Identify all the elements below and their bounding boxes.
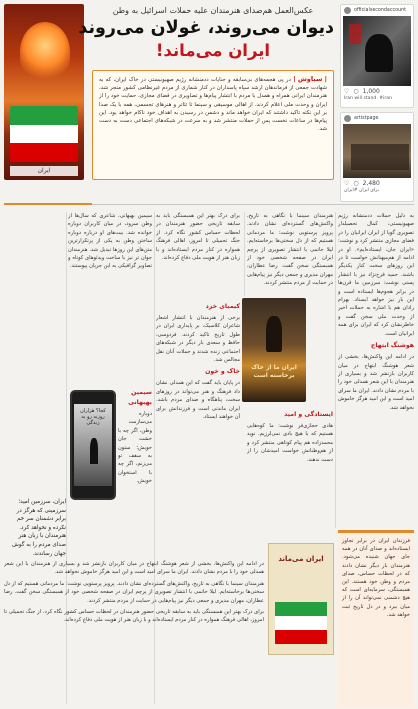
comment-icon: ○ (353, 87, 359, 95)
man-silhouette (90, 438, 98, 464)
heart-icon: ♡ (344, 179, 350, 187)
phone-screenshot-image (70, 390, 116, 500)
column-rule (244, 212, 245, 296)
social-post-1 (340, 4, 414, 108)
article-column-3 (156, 212, 240, 296)
article-column-2-top (247, 212, 333, 294)
column-text: در پایان باید گفت که این همدلی نشان داد فرهنگ و هنر می‌تواند در روزهای سخت، پناهگاه و صدای مردم باشد. ایران ماندنی است و فرزندانش برای آن خواهند ایستاد. (156, 380, 240, 421)
column-subheading: خاک و خون (205, 368, 240, 376)
post-image (343, 124, 411, 178)
post-actions (341, 86, 413, 96)
comment-icon: ○ (353, 179, 359, 187)
post-header (341, 5, 413, 16)
column-text: دوباره می‌سازمت وطن، اگر چه با خشت جان خویش؛ ستون به سقف تو می‌زنم، اگر چه با استخوان خویش. (118, 411, 152, 485)
avatar (344, 115, 351, 122)
feature-headline-red: ایران می‌ماند! (155, 41, 271, 60)
post-image (343, 16, 411, 86)
phoenix-bird-image (20, 22, 70, 82)
post-username: officialsecondaccount (354, 8, 407, 13)
post-caption: Iran will stand. #iran (344, 96, 392, 101)
column-subheading: هوشنگ ابتهاج (370, 342, 414, 350)
phoenix-artwork (4, 4, 84, 180)
column-text: برای درک بهتر این همبستگی باید به سابقه تاریخی حضور هنرمندان در لحظات حساس کشور نگاه کرد. از جنگ تحمیلی تا امروز، اهالی فرهنگ همواره در کنار مردم ایستاده‌اند و با زبان هنر از هویت ملی دفاع کرده‌اند. (4, 609, 264, 624)
sidebar-box: فرزندان ایران در برابر تجاوز ایستاده‌اند و صدای آنان در همه جای جهان شنیده می‌شود. هنرمندان بار دیگر نشان دادند که در لحظات حساس، صدای مردم و وطن خود هستند. این همبستگی، سرمایه‌ای است که هیچ دشمنی نمی‌تواند آن را از میان ببرد و در دل تاریخ ثبت خواهد شد. (338, 530, 414, 708)
column-subheading: کیمیای خرد (205, 303, 240, 310)
pull-quote: ایران، سرزمین امید؛ سرزمینی که هرگز در برابر دشمنان سر خم نکرده و نخواهد کرد. هنرمندان با زبان هنر صدای مردم را به گوش جهان رساندند. (12, 499, 66, 557)
phoenix-caption: ایران (10, 166, 78, 176)
lead-text: در پی هجمه‌های بی‌سابقه و جنایات دد‌منشانه رژیم صهیونیستی در خاک ایران، که به شهادت جمعی از فرماندهان ارشد سپاه پاسداران در کنار شماری از مردم غیرنظامی کشور منجر شد، هنرمندان ایرانی همراه و همدل با مردم با انتشار پیام‌ها و تصاویری در فضای مجازی، حمایت خود را از ایران و وحدت ملی اعلام کردند. از اهالی موسیقی و سینما تا تئاتر و هنرهای تجسمی، همه با یک صدا بر این نکته تاکید داشتند که ایران خواهد ماند و دشمن در رسیدن به اهداف خود ناکام خواهد بود. این پیام‌ها در ساعات نخست پس از حملات منتشر شد و به سرعت در شبکه‌های اجتماعی دست به دست شد. (99, 77, 327, 133)
poster-figure (266, 316, 282, 352)
column-text: هنرمندان سینما با نگاهی به تاریخ، واکنش‌های گسترده‌ای نشان دادند. پرویز پرستویی نوشت: ما مردمانی هستیم که از دل سختی‌ها برخاسته‌ایم. لیلا حاتمی با انتشار تصویری از پرچم ایران در صفحه شخصی خود از همبستگی سخن گفت. رضا عطاران، مهران مدیری و جمعی دیگر نیز پیام‌هایی در حمایت از مردم منتشر کردند. (4, 580, 264, 604)
post-likes: 2,480 (362, 179, 380, 187)
iran-flag-poster (268, 543, 334, 655)
social-post-2 (340, 112, 414, 202)
column-text: برای درک بهتر این همبستگی باید به سابقه تاریخی حضور هنرمندان در لحظات حساس کشور نگاه کرد. از جنگ تحمیلی تا امروز، اهالی فرهنگ همواره در کنار مردم ایستاده‌اند و با زبان هنر از هویت ملی دفاع کرده‌اند. (156, 213, 240, 262)
lead-box (92, 70, 334, 180)
lead-paragraph (99, 75, 327, 133)
column-text: هادی حجازی‌فر نوشت: ما کوه‌هایی هستیم که با هیچ بادی نمی‌لرزیم. نوید محمدزاده هم پیام کوتاهی منتشر کرد و از هم‌وطنانش خواست امیدشان را از دست ندهند. (247, 423, 333, 463)
column-text: هنرمندان سینما با نگاهی به تاریخ، واکنش‌های گسترده‌ای نشان دادند. پرویز پرستویی نوشت: ما مردمانی هستیم که از دل سختی‌ها برخاسته‌ایم. لیلا حاتمی با انتشار تصویری از پرچم ایران در صفحه شخصی خود از همبستگی سخن گفت. رضا عطاران، مهران مدیری و جمعی دیگر نیز پیام‌هایی در حمایت از مردم منتشر کردند. (247, 213, 333, 287)
iran-flag-image (10, 106, 78, 162)
column-rule (335, 212, 336, 528)
column-subheading: ایستادگی و امید (284, 411, 333, 418)
phone-screen-caption: کجا؟ هزاران روزنه رو به زندگی (80, 408, 106, 426)
post-username: artistpage (354, 116, 379, 121)
lead-label: | سیاوش | (293, 75, 327, 83)
accent-rule (4, 203, 92, 205)
poster-title: ایران می‌ماند (278, 555, 324, 563)
post-caption: برای ایران #ایران (344, 188, 379, 193)
feature-headline: دیوان می‌روند، غولان می‌روند (78, 18, 334, 38)
post-likes: 1,000 (362, 87, 380, 95)
heart-icon: ♡ (344, 87, 350, 95)
post-header (341, 113, 413, 124)
bottom-article-text (4, 560, 264, 706)
column-text: به دلیل حملات دد‌منشانه رژیم صهیونیستی، کمال تحصیلدار تصویری گویا از ایران ایرانیان را در فضای مجازی منتشر کرد و نوشت: «ایران جان، ایستاده‌ایم». او در ادامه از هم‌میهنانش خواست تا در این روزهای سخت کنار یکدیگر باشند. حمید فرخ‌نژاد نیز با انتشار پستی نوشت: سرزمین ما قرن‌ها در برابر هجوم‌ها ایستاده است و این بار نیز خواهد ایستاد. بهرام رادان هم با اشاره به حملات اخیر از وحدت ملی سخن گفت و خاطرنشان کرد که ایران برای همه ایرانیان است. (338, 213, 414, 337)
feature-kicker: عکس‌العمل هم‌صدای هنرمندان علیه حملات اسرائیل به وطن (112, 6, 314, 15)
article-column-2-lower (247, 408, 333, 536)
column-subheading: سیمین بهبهانی (128, 389, 152, 406)
article-column-4 (68, 212, 152, 384)
column-text: برخی از هنرمندان با انتشار اشعار شاعران کلاسیک، بر پایداری ایران در طول تاریخ تاکید کردند. فردوسی، حافظ و سعدی بار دیگر در شبکه‌های اجتماعی زنده شدند و جملات آنان نقل مجالس شد. (156, 315, 240, 364)
article-column-4-lower (118, 386, 152, 536)
post-actions (341, 178, 413, 188)
column-text: در ادامه این واکنش‌ها، بخشی از شعر هوشنگ ابتهاج در میان کاربران بازنشر شد و بسیاری از هنرمندان با این شعر همدلی خود را با مردم نشان دادند. ایران ما سرای امید است و این امید هرگز خاموش نخواهد شد. (338, 354, 414, 411)
column-text: در ادامه این واکنش‌ها، بخشی از شعر هوشنگ ابتهاج در میان کاربران بازنشر شد و بسیاری از هنرمندان با این شعر همدلی خود را با مردم نشان دادند. ایران ما سرای امید است و این امید هرگز خاموش نخواهد شد. (4, 561, 264, 576)
avatar (344, 7, 351, 14)
article-column-1 (338, 212, 414, 526)
article-column-3-lower (156, 300, 240, 536)
film-poster-image (242, 298, 306, 402)
poster-title: ایران ما از خاک برخاسته است (251, 364, 297, 379)
iran-flag-image (275, 602, 327, 644)
column-text: سیمین بهبهانی، شاعری که سال‌ها از وطن سرود، در میان کاربران دوباره خوانده شد. بیت‌های او درباره دوباره ساختن وطن به یکی از پرتکرارترین متن‌های این روزها تبدیل شد. هنرمندان جوان تر نیز با ساخت ویدئوهای کوتاه و تصاویر گرافیکی به این جریان پیوستند. (68, 213, 152, 270)
